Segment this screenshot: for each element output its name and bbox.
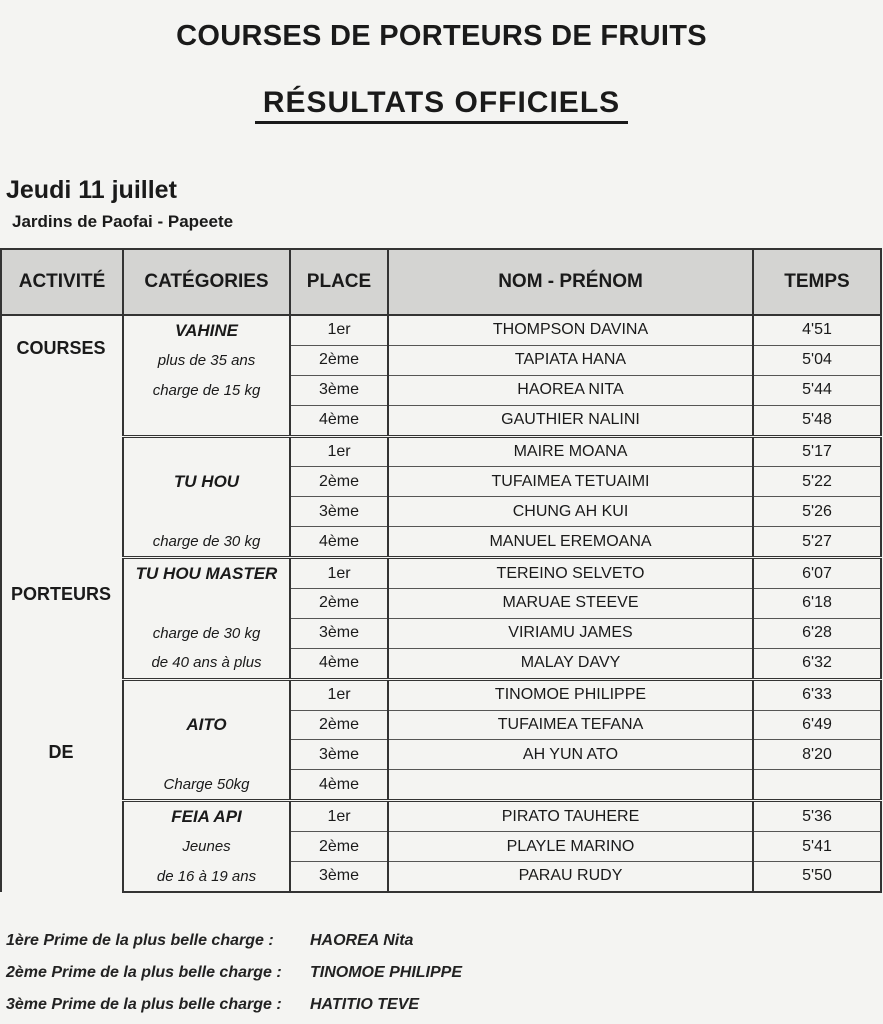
table-row xyxy=(1,558,881,589)
time-cell: 5'50 xyxy=(753,862,881,892)
table-row xyxy=(1,375,881,405)
prize-winner: TINOMOE PHILIPPE xyxy=(310,964,463,981)
time-cell: 5'48 xyxy=(753,405,881,436)
category-detail xyxy=(123,436,290,467)
table-row xyxy=(1,648,881,679)
table-row xyxy=(1,527,881,558)
prize-winner: HATITIO TEVE xyxy=(310,996,420,1013)
table-row xyxy=(1,405,881,436)
place-cell: 2ème xyxy=(290,589,388,619)
name-cell: TUFAIMEA TEFANA xyxy=(388,710,753,740)
event-date: Jeudi 11 juillet xyxy=(6,176,177,204)
name-cell: HAOREA NITA xyxy=(388,375,753,405)
category-detail: charge de 30 kg xyxy=(123,527,290,558)
place-cell: 4ème xyxy=(290,648,388,679)
table-row xyxy=(1,497,881,527)
name-cell: VIRIAMU JAMES xyxy=(388,618,753,648)
category-detail: charge de 15 kg xyxy=(123,375,290,405)
place-cell: 2ème xyxy=(290,467,388,497)
table-row xyxy=(1,801,881,832)
document-title: COURSES DE PORTEURS DE FRUITS xyxy=(176,20,707,52)
time-cell: 5'04 xyxy=(753,345,881,375)
category-name: AITO xyxy=(123,710,290,740)
name-cell: TAPIATA HANA xyxy=(388,345,753,375)
table-row xyxy=(1,315,881,345)
name-cell: MANUEL EREMOANA xyxy=(388,527,753,558)
category-name: TU HOU MASTER xyxy=(123,558,290,589)
column-header-activity: ACTIVITÉ xyxy=(1,249,123,315)
activity-cell xyxy=(1,315,123,892)
column-header-time: TEMPS xyxy=(753,249,881,315)
document-subtitle xyxy=(0,86,883,120)
column-header-categories: CATÉGORIES xyxy=(123,249,290,315)
name-cell: PLAYLE MARINO xyxy=(388,832,753,862)
category-name: TU HOU xyxy=(123,467,290,497)
place-cell: 1er xyxy=(290,801,388,832)
prize-line xyxy=(6,932,414,950)
place-cell: 2ème xyxy=(290,710,388,740)
category-detail xyxy=(123,679,290,710)
name-cell: THOMPSON DAVINA xyxy=(388,315,753,345)
prize-label: 2ème Prime de la plus belle charge : xyxy=(6,964,282,981)
table-row xyxy=(1,679,881,710)
column-header-name: NOM - PRÉNOM xyxy=(388,249,753,315)
name-cell: CHUNG AH KUI xyxy=(388,497,753,527)
place-cell: 1er xyxy=(290,436,388,467)
place-cell: 1er xyxy=(290,315,388,345)
time-cell: 5'41 xyxy=(753,832,881,862)
time-cell: 6'32 xyxy=(753,648,881,679)
table-row xyxy=(1,862,881,892)
category-detail xyxy=(123,740,290,770)
time-cell: 8'20 xyxy=(753,740,881,770)
time-cell: 6'18 xyxy=(753,589,881,619)
name-cell: TINOMOE PHILIPPE xyxy=(388,679,753,710)
table-header-row xyxy=(1,249,881,315)
time-cell: 5'27 xyxy=(753,527,881,558)
name-cell: TUFAIMEA TETUAIMI xyxy=(388,467,753,497)
category-detail: de 16 à 19 ans xyxy=(123,862,290,892)
table-row xyxy=(1,436,881,467)
table-row xyxy=(1,467,881,497)
table-row xyxy=(1,589,881,619)
table-row xyxy=(1,832,881,862)
time-cell: 6'33 xyxy=(753,679,881,710)
activity-word: DE xyxy=(48,742,74,762)
place-cell: 4ème xyxy=(290,770,388,801)
column-header-place: PLACE xyxy=(290,249,388,315)
name-cell: MALAY DAVY xyxy=(388,648,753,679)
name-cell: MAIRE MOANA xyxy=(388,436,753,467)
category-detail: Charge 50kg xyxy=(123,770,290,801)
place-cell: 3ème xyxy=(290,375,388,405)
category-detail: Jeunes xyxy=(123,832,290,862)
category-detail xyxy=(123,589,290,619)
category-detail: charge de 30 kg xyxy=(123,618,290,648)
time-cell: 5'26 xyxy=(753,497,881,527)
table-row xyxy=(1,345,881,375)
time-cell: 6'28 xyxy=(753,618,881,648)
time-cell: 5'22 xyxy=(753,467,881,497)
category-name: FEIA API xyxy=(123,801,290,832)
activity-word: COURSES xyxy=(16,338,106,358)
place-cell: 2ème xyxy=(290,832,388,862)
place-cell: 4ème xyxy=(290,405,388,436)
time-cell: 5'36 xyxy=(753,801,881,832)
time-cell: 5'44 xyxy=(753,375,881,405)
category-detail: de 40 ans à plus xyxy=(123,648,290,679)
subtitle-text: RÉSULTATS OFFICIELS xyxy=(255,86,628,124)
time-cell: 5'17 xyxy=(753,436,881,467)
category-name: VAHINE xyxy=(123,315,290,345)
activity-word: PORTEURS xyxy=(10,584,111,604)
prize-line xyxy=(6,996,420,1014)
name-cell: TEREINO SELVETO xyxy=(388,558,753,589)
place-cell: 4ème xyxy=(290,527,388,558)
time-cell xyxy=(753,770,881,801)
name-cell xyxy=(388,770,753,801)
place-cell: 3ème xyxy=(290,862,388,892)
event-location: Jardins de Paofai - Papeete xyxy=(12,212,234,231)
time-cell: 6'49 xyxy=(753,710,881,740)
table-row xyxy=(1,740,881,770)
table-row xyxy=(1,770,881,801)
name-cell: GAUTHIER NALINI xyxy=(388,405,753,436)
category-detail xyxy=(123,405,290,436)
time-cell: 4'51 xyxy=(753,315,881,345)
place-cell: 3ème xyxy=(290,618,388,648)
results-table xyxy=(0,248,882,893)
prize-line xyxy=(6,964,463,982)
prize-label: 1ère Prime de la plus belle charge : xyxy=(6,932,274,949)
table-row xyxy=(1,710,881,740)
results-body xyxy=(1,315,881,892)
name-cell: AH YUN ATO xyxy=(388,740,753,770)
category-detail xyxy=(123,497,290,527)
prize-label: 3ème Prime de la plus belle charge : xyxy=(6,996,282,1013)
place-cell: 3ème xyxy=(290,497,388,527)
place-cell: 3ème xyxy=(290,740,388,770)
prize-winner: HAOREA Nita xyxy=(310,932,414,949)
place-cell: 2ème xyxy=(290,345,388,375)
place-cell: 1er xyxy=(290,679,388,710)
name-cell: MARUAE STEEVE xyxy=(388,589,753,619)
name-cell: PARAU RUDY xyxy=(388,862,753,892)
time-cell: 6'07 xyxy=(753,558,881,589)
category-detail: plus de 35 ans xyxy=(123,345,290,375)
name-cell: PIRATO TAUHERE xyxy=(388,801,753,832)
table-row xyxy=(1,618,881,648)
place-cell: 1er xyxy=(290,558,388,589)
